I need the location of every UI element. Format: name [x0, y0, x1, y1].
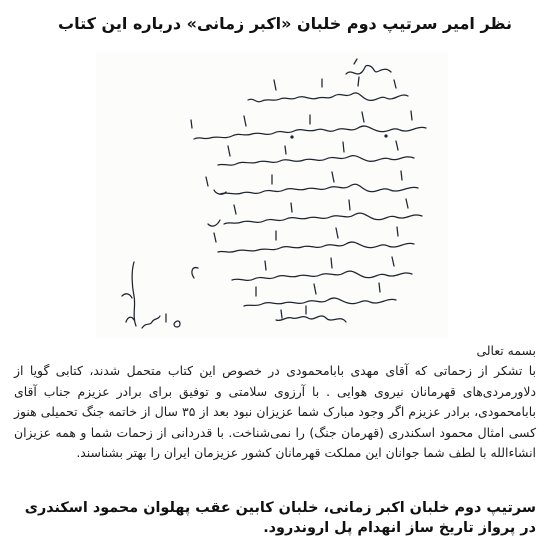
page-title: نظر امیر سرتیپ دوم خلبان «اکبر زمانی» درباره این کتاب [57, 14, 513, 33]
signature-caption: سرتیپ دوم خلبان اکبر زمانی، خلبان کابین عقب پهلوان محمود اسکندری در پرواز تاریخ ساز انهدام پل اروندرود. [24, 500, 536, 536]
handwriting-scribbles [96, 52, 448, 338]
greeting-line: بسمه تعالی [476, 343, 536, 358]
transcription-paragraph: با تشکر از زحماتی که آقای مهدی بابامحمودی در خصوص این کتاب متحمل شدند، کتابی گویا از دلاورمردی‌های قهرمانان نیروی هوایی . با آرزوی سلامتی و توفیق برای برادر عزیزم جناب آقای بابامحمودی، برادر عزیزم اگر وجود مبارک شما عزیزان نبود بعد از ۳۵ سال از خاتمه جنگ تحمیلی هنوز کسی امثال محمود اسکندری (قهرمان جنگ) را نمی‌شناخت. با قدردانی از زحمات شما و همه عزیزان انشاءالله با لطف شما جوانان این مملکت قهرمانان کشور عزیزمان ایران را بهتر بشناسند. [14, 363, 536, 461]
letter-transcription [14, 341, 536, 463]
handwritten-letter-image [96, 52, 448, 338]
